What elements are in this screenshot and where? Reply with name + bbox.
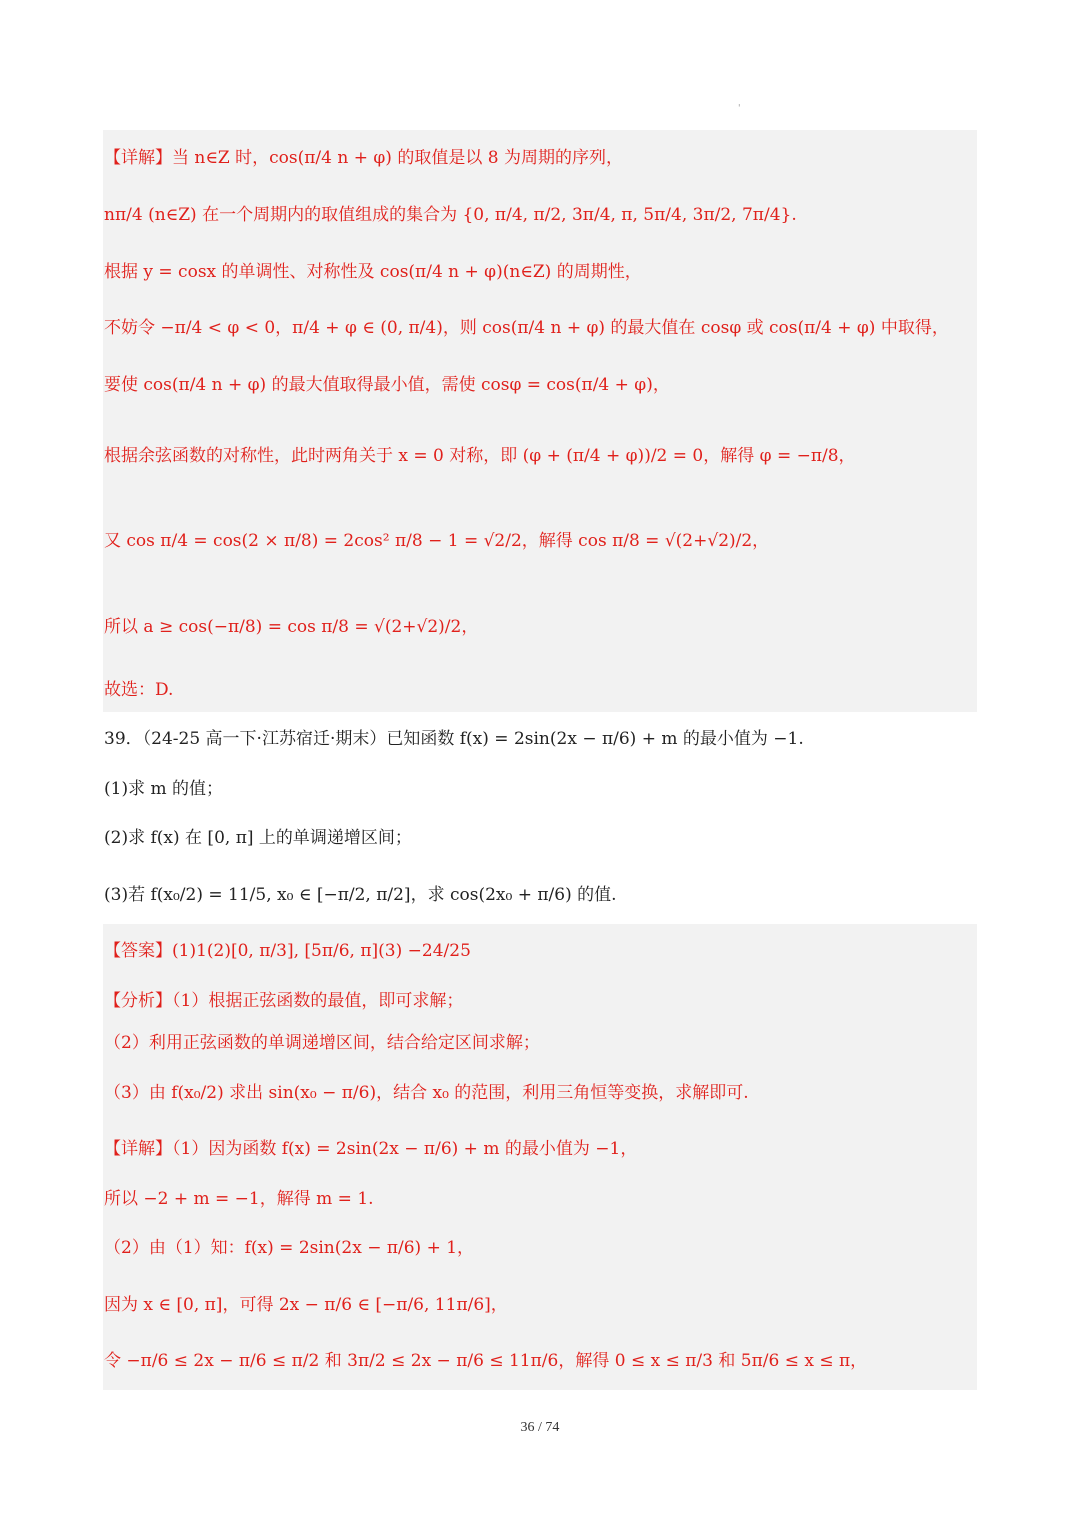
problem-statement: 39．（24-25 高一下·江苏宿迁·期末）已知函数 f(x) = 2sin(2x − π/6) + m 的最小值为 −1. <box>104 729 804 749</box>
analysis-line-1 <box>104 993 463 1010</box>
detail-line-2: nπ/4 (n∈Z) 在一个周期内的取值组成的集合为 {0, π/4, π/2, 3π/4, π, 5π/4, 3π/2, 7π/4}. <box>104 205 797 225</box>
detail-line-9: 故选：D. <box>104 680 174 700</box>
analysis-line-3: （3）由 f(x₀/2) 求出 sin(x₀ − π/6)，结合 x₀ 的范围，利用三角恒等变换，求解即可. <box>104 1083 749 1103</box>
detail-line-1 <box>104 150 623 167</box>
analysis-text: （1）根据正弦函数的最值，即可求解； <box>172 991 464 1011</box>
solution-detail-line-2: 所以 −2 + m = −1，解得 m = 1. <box>104 1189 374 1209</box>
solution-detail-line-4: 因为 x ∈ [0, π]，可得 2x − π/6 ∈ [−π/6, 11π/6]， <box>104 1295 508 1315</box>
detail-line-5: 要使 cos(π/4 n + φ) 的最大值取得最小值，需使 cosφ = cos(π/4 + φ)， <box>104 375 670 395</box>
answer-label: 【答案】 <box>104 941 172 961</box>
answer-line <box>104 943 471 960</box>
header-mark: ' <box>738 104 741 114</box>
problem-part-1: (1)求 m 的值； <box>104 779 224 799</box>
detail-text: 当 n∈Z 时，cos(π/4 n + φ) 的取值是以 8 为周期的序列， <box>172 148 623 168</box>
answer-text: (1)1(2)[0, π/3], [5π/6, π](3) −24/25 <box>172 941 471 961</box>
problem-part-3: (3)若 f(x₀/2) = 11/5, x₀ ∈ [−π/2, π/2]，求 cos(2x₀ + π/6) 的值. <box>104 885 617 905</box>
solution-detail-label: 【详解】 <box>104 1139 172 1159</box>
detail-line-6: 根据余弦函数的对称性，此时两角关于 x = 0 对称，即 (φ + (π/4 + φ))/2 = 0，解得 φ = −π/8， <box>104 446 856 466</box>
problem-part-2: (2)求 f(x) 在 [0, π] 上的单调递增区间； <box>104 828 412 848</box>
solution-detail-line-1 <box>104 1141 637 1158</box>
solution-detail-text: （1）因为函数 f(x) = 2sin(2x − π/6) + m 的最小值为 −1， <box>172 1139 638 1159</box>
detail-line-8: 所以 a ≥ cos(−π/8) = cos π/8 = √(2+√2)/2， <box>104 617 479 637</box>
detail-line-7: 又 cos π/4 = cos(2 × π/8) = 2cos² π/8 − 1 = √2/2，解得 cos π/8 = √(2+√2)/2， <box>104 531 770 551</box>
solution-detail-line-5: 令 −π/6 ≤ 2x − π/6 ≤ π/2 和 3π/2 ≤ 2x − π/6 ≤ 11π/6，解得 0 ≤ x ≤ π/3 和 5π/6 ≤ x ≤ π， <box>104 1351 868 1371</box>
analysis-line-2: （2）利用正弦函数的单调递增区间，结合给定区间求解； <box>104 1033 540 1053</box>
detail-line-4: 不妨令 −π/4 < φ < 0，π/4 + φ ∈ (0, π/4)，则 cos(π/4 n + φ) 的最大值在 cosφ 或 cos(π/4 + φ) 中取得， <box>104 318 949 338</box>
detail-label: 【详解】 <box>104 148 172 168</box>
analysis-label: 【分析】 <box>104 991 172 1011</box>
page-number: 36 / 74 <box>520 1420 560 1435</box>
solution-detail-line-3: （2）由（1）知：f(x) = 2sin(2x − π/6) + 1， <box>104 1238 475 1258</box>
detail-line-3: 根据 y = cosx 的单调性、对称性及 cos(π/4 n + φ)(n∈Z) 的周期性， <box>104 262 642 282</box>
